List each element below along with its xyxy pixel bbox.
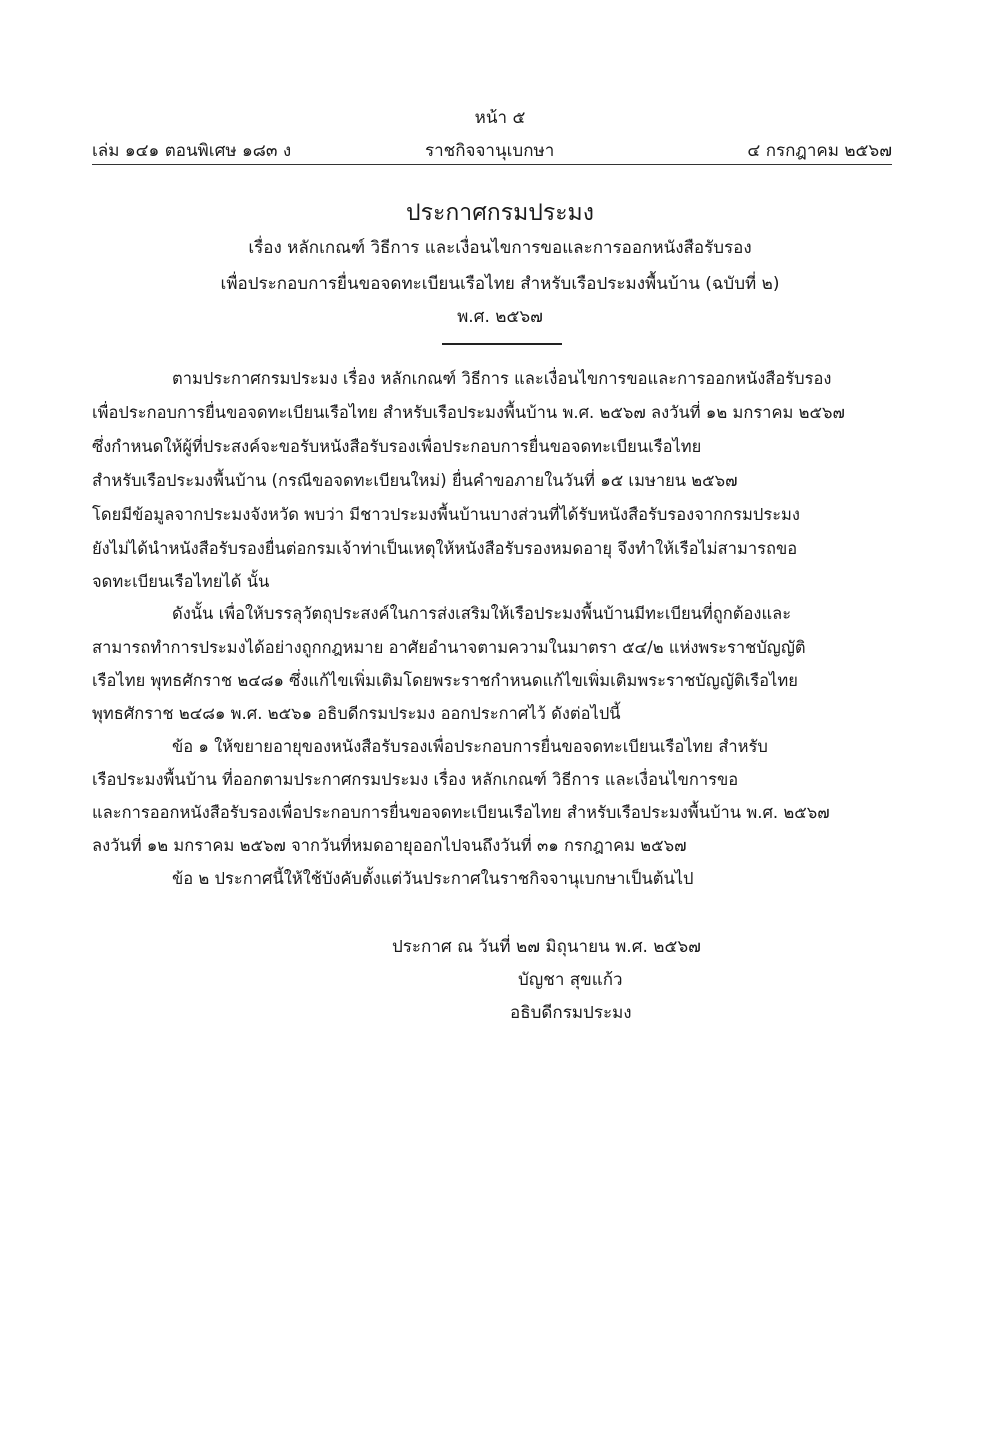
- body-line: เพื่อประกอบการยื่นขอจดทะเบียนเรือไทย สำหรับเรือประมงพื้นบ้าน พ.ศ. ๒๕๖๗ ลงวันที่ ๑๒ มกราคม ๒๕๖๗: [92, 403, 845, 422]
- body-line: เรือประมงพื้นบ้าน ที่ออกตามประกาศกรมประมง เรื่อง หลักเกณฑ์ วิธีการ และเงื่อนไขการขอ: [92, 770, 739, 789]
- announcement-title: ประกาศกรมประมง: [406, 200, 594, 226]
- gazette-name: ราชกิจจานุเบกษา: [425, 141, 555, 161]
- body-line: พุทธศักราช ๒๔๘๑ พ.ศ. ๒๕๖๑ อธิบดีกรมประมง ออกประกาศไว้ ดังต่อไปนี้: [92, 704, 621, 723]
- announcement-date: ประกาศ ณ วันที่ ๒๗ มิถุนายน พ.ศ. ๒๕๖๗: [392, 937, 701, 957]
- body-line: ยังไม่ได้นำหนังสือรับรองยื่นต่อกรมเจ้าท่าเป็นเหตุให้หนังสือรับรองหมดอายุ จึงทำให้เรือไม่สามารถขอ: [92, 539, 798, 558]
- subject-line-2: เพื่อประกอบการยื่นขอจดทะเบียนเรือไทย สำหรับเรือประมงพื้นบ้าน (ฉบับที่ ๒): [220, 274, 780, 294]
- clause-2: ข้อ ๒ ประกาศนี้ให้ใช้บังคับตั้งแต่วันประกาศในราชกิจจานุเบกษาเป็นต้นไป: [172, 869, 694, 888]
- body-line: โดยมีข้อมูลจากประมงจังหวัด พบว่า มีชาวประมงพื้นบ้านบางส่วนที่ได้รับหนังสือรับรองจากกรมประมง: [92, 505, 800, 524]
- body-line: ซึ่งกำหนดให้ผู้ที่ประสงค์จะขอรับหนังสือรับรองเพื่อประกอบการยื่นขอจดทะเบียนเรือไทย: [92, 437, 702, 456]
- body-line: และการออกหนังสือรับรองเพื่อประกอบการยื่นขอจดทะเบียนเรือไทย สำหรับเรือประมงพื้นบ้าน พ.ศ. ๒๕๖๗: [92, 803, 830, 822]
- body-line: จดทะเบียนเรือไทยได้ นั้น: [92, 572, 270, 591]
- signatory-name: บัญชา สุขแก้ว: [518, 970, 623, 990]
- publish-date: ๔ กรกฎาคม ๒๕๖๗: [747, 141, 892, 161]
- signatory-position: อธิบดีกรมประมง: [510, 1003, 632, 1023]
- subject-line-1: เรื่อง หลักเกณฑ์ วิธีการ และเงื่อนไขการขอและการออกหนังสือรับรอง: [248, 238, 752, 258]
- body-line: เรือไทย พุทธศักราช ๒๔๘๑ ซึ่งแก้ไขเพิ่มเติมโดยพระราชกำหนดแก้ไขเพิ่มเติมพระราชบัญญัติเรือไทย: [92, 671, 798, 690]
- header-divider: [92, 164, 892, 165]
- body-line: ลงวันที่ ๑๒ มกราคม ๒๕๖๗ จากวันที่หมดอายุออกไปจนถึงวันที่ ๓๑ กรกฎาคม ๒๕๖๗: [92, 836, 687, 855]
- body-line: สำหรับเรือประมงพื้นบ้าน (กรณีขอจดทะเบียนใหม่) ยื่นคำขอภายในวันที่ ๑๕ เมษายน ๒๕๖๗: [92, 471, 738, 490]
- subject-year: พ.ศ. ๒๕๖๗: [457, 307, 543, 327]
- body-line: สามารถทำการประมงได้อย่างถูกกฎหมาย อาศัยอำนาจตามความในมาตรา ๕๔/๒ แห่งพระราชบัญญัติ: [92, 638, 806, 657]
- body-line: ตามประกาศกรมประมง เรื่อง หลักเกณฑ์ วิธีการ และเงื่อนไขการขอและการออกหนังสือรับรอง: [172, 369, 832, 388]
- clause-1: ข้อ ๑ ให้ขยายอายุของหนังสือรับรองเพื่อประกอบการยื่นขอจดทะเบียนเรือไทย สำหรับ: [172, 737, 768, 756]
- body-line: ดังนั้น เพื่อให้บรรลุวัตถุประสงค์ในการส่งเสริมให้เรือประมงพื้นบ้านมีทะเบียนที่ถูกต้องและ: [172, 604, 792, 623]
- gazette-header: [92, 137, 892, 163]
- page-number: หน้า ๕: [474, 108, 526, 128]
- volume-info: เล่ม ๑๔๑ ตอนพิเศษ ๑๘๓ ง: [92, 141, 292, 161]
- title-divider: [442, 343, 562, 345]
